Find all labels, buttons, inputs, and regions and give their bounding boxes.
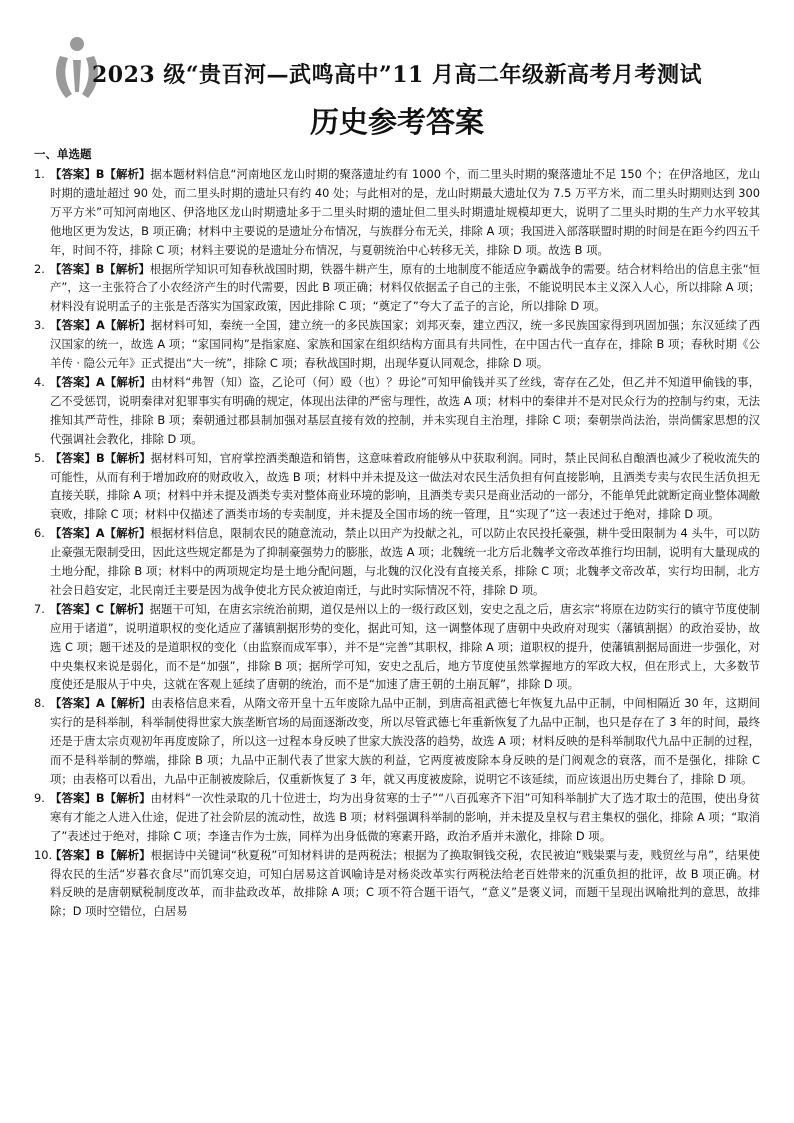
analysis-text: 据材料可知，秦统一全国，建立统一的多民族国家；刘邦灭秦，建立西汉，统一多民族国家得到巩固加强；东汉延续了西汉国家的统一，故选 A 项；“家国同构”是指家庭、家族和国家在组织结构方面具有共同性，在中国古代一直存在，排除 B 项；春秋时期《公羊传 · 隐公元年》正式提出“大一统”，排除 C 项；春秋战国时期，出现华夏认同观念，排除 D 项。 <box>50 318 760 371</box>
answer-tag: 【答案】B【解析】 <box>50 450 151 465</box>
answer-tag: 【答案】B【解析】 <box>50 167 151 181</box>
item-number: 6. <box>34 526 45 541</box>
answer-item-5 <box>34 449 760 525</box>
answer-tag: 【答案】B【解析】 <box>50 847 151 862</box>
answer-tag: 【答案】C【解析】 <box>50 601 150 616</box>
answer-item-9 <box>34 789 760 846</box>
analysis-text: 由表格信息来看，从隋文帝开皇十五年废除九品中正制，到唐高祖武德七年恢复九品中正制，中间相隔近 30 年，这期间实行的是科举制，科举制使得世家大族垄断官场的局面逐渐改变，所以尽管武德七年重新恢复了九品中正制，也只是存在了 3 年的时间，最终还是于唐太宗贞观初年再度废除了，所以这一过程本身反映了世家大族没落的趋势，故选 A 项；材料反映的是科举制取代九品中正制的过程，而不是科举制的弊端，排除 B 项；九品中正制代表了世家大族的利益，它两度被废除本身反映的是门阀观念的衰落，而不是强化，排除 C 项；由表格可以看出，九品中正制被废除后，仅重新恢复了 3 年，就又再度被废除，说明它不该延续，而应该退出历史舞台了，排除 D 项。 <box>50 696 760 786</box>
answer-item-4 <box>34 373 760 449</box>
answer-item-10 <box>34 846 760 922</box>
answer-item-1 <box>34 165 760 260</box>
analysis-text: 由材料“一次性录取的几十位进士，均为出身贫寒的士子”“八百孤寒齐下泪”可知科举制扩大了选才取士的范围，使出身贫寒有才能之人进入仕途，促进了社会阶层的流动性，故选 B 项；材料强调科举制的影响，并未提及皇权与君主集权的强化，排除 A 项；“取消了”表述过于绝对，排除 C 项；李逢吉作为士族，同样为出身低微的寒素开路，政治矛盾并未激化，排除 D 项。 <box>50 790 761 843</box>
item-number: 1. <box>34 167 45 181</box>
analysis-text: 据材料可知，官府掌控酒类酿造和销售，这意味着政府能够从中获取利润。同时，禁止民间私自酿酒也减少了税收流失的可能性，从而有利于增加政府的财政收入，故选 B 项；材料中并未提及这一做法对农民生活负担有何直接影响，且酒类专卖与农民生活负担无直接关联，排除 A 项；材料中并未提及酒类专卖对整体商业环境的影响，且酒类专卖只是商业活动的一部分，不能单凭此就断定商业整体凋敝衰败，排除 C 项；材料中仅描述了酒类市场的专卖制度，并未提及全国市场的统一管理，且“实现了”这一表述过于绝对，排除 D 项。 <box>50 450 760 522</box>
analysis-text: 根据所学知识可知春秋战国时期，铁器牛耕产生，原有的土地制度不能适应争霸战争的需要。结合材料给出的信息主张“恒产”，这一主张符合了小农经济产生的时代需要，因此 B 项正确；材料仅依据孟子自己的主张，不能说明民本主义深入人心，所以排除 A 项；材料没有说明孟子的主张是否落实为国家政策，因此排除 C 项；“奠定了”夸大了孟子的言论，所以排除 D 项。 <box>50 261 761 314</box>
analysis-text: 根据诗中关键词“秋夏税”可知材料讲的是两税法；根据为了换取铜钱交税，农民被迫“贱粜粟与麦，贱贸丝与帛”，结果使得农民的生活“岁暮衣食尽”而饥寒交迫，可知白居易这首讽喻诗是对杨炎改革实行两税法给老百姓带来的沉重负担的批评，故 B 项正确。材料反映的是唐朝赋税制度改革，而非盐政改革，故排除 A 项；C 项不符合题干语气，“意义”是褒义词，而题干呈现出讽喻批判的意思，故排除；D 项时空错位，白居易 <box>50 847 761 919</box>
item-number: 3. <box>34 318 45 333</box>
answer-list <box>34 165 760 921</box>
answer-tag: 【答案】B【解析】 <box>50 261 150 276</box>
item-number: 2. <box>34 261 45 276</box>
item-number: 4. <box>34 374 45 389</box>
document-title: 历史参考答案 <box>309 105 484 139</box>
answer-tag: 【答案】A【解析】 <box>50 374 151 389</box>
item-number: 9. <box>34 790 45 805</box>
answer-tag: 【答案】A【解析】 <box>50 318 151 333</box>
answer-item-3 <box>34 316 760 373</box>
answer-tag: 【答案】B【解析】 <box>50 790 151 805</box>
answer-item-7 <box>34 600 760 695</box>
answer-tag: 【答案】A【解析】 <box>50 696 152 711</box>
answer-item-6 <box>34 524 760 600</box>
exam-title: 2023 级“贵百河—武鸣高中”11 月高二年级新高考月考测试 <box>92 62 702 88</box>
answer-item-8 <box>34 694 760 789</box>
answer-item-2 <box>34 260 760 317</box>
section-heading: 一、单选题 <box>34 147 92 161</box>
analysis-text: 据本题材料信息“河南地区龙山时期的聚落遗址约有 1000 个，而二里头时期的聚落遗址不足 150 个；在伊洛地区，龙山时期的遗址超过 90 处，而二里头时期的遗址只有约 40 处；与此相对的是，龙山时期最大遗址仅为 7.5 万平方米，而二里头时期则达到 300 万平方米”可知河南地区、伊洛地区龙山时期遗址多于二里头时期的遗址但二里头时期遗址规模却更大，说明了二里头时期的生产力水平较其他地区更为发达，B 项正确；材料中主要说的是遗址分布情况，与族群分布无关，排除 A 项；我国进入部落联盟时期的时间是在距今约四五千年，时间不符，排除 C 项；材料主要说的是遗址分布情况，与夏朝统治中心转移无关，排除 D 项。故选 B 项。 <box>50 167 760 257</box>
item-number: 5. <box>34 450 45 465</box>
item-number: 10. <box>34 847 53 862</box>
answer-tag: 【答案】A【解析】 <box>50 526 151 541</box>
analysis-text: 据题干可知，在唐玄宗统治前期，道仅是州以上的一级行政区划，安史之乱之后，唐玄宗“将原在边防实行的镇守节度使制应用于诸道”，说明道职权的变化适应了藩镇割据形势的变化，据此可知，这一调整体现了唐朝中央政府对现实（藩镇割据）的政治妥协，故选 C 项；题干述及的是道职权的变化（由监察而成军事），并不是“完善”其职权，排除 A 项；道职权的提升，使藩镇割据局面进一步强化，对中央集权来说是弱化，而不是“加强”，排除 B 项；据所学可知，安史之乱后，地方节度使虽然掌握地方的军政大权，但在形式上，大多数节度使还是服从于中央，这就在客观上延续了唐朝的统治，而不是“加速了唐王朝的土崩瓦解”，排除 D 项。 <box>50 601 760 692</box>
item-number: 8. <box>34 696 45 711</box>
analysis-text: 由材料“弗智（知）盗，乙论可（何）殴（也）？毋论”可知甲偷钱并买了丝线，寄存在乙处，但乙并不知道甲偷钱的事，乙不受惩罚，说明秦律对犯罪事实有明确的规定，体现出法律的严密与理性，故选 A 项；材料中的秦律并不是对民众行为的控制与约束，无法推知其严苛性，排除 B 项；秦朝通过郡县制加强对基层直接有效的控制，并未实现自主治理，排除 C 项；秦朝崇尚法治，崇尚儒家思想的汉代强调社会教化，排除 D 项。 <box>50 374 760 446</box>
analysis-text: 根据材料信息，限制农民的随意流动，禁止以田产为投献之礼，可以防止农民投托豪强，耕牛受田限制为 4 头牛，可以防止豪强无限制受田，因此这些规定都是为了抑制豪强势力的膨胀，故选 A 项；北魏统一北方后北魏孝文帝改革推行均田制，说明有大量现成的土地分配，排除 B 项；材料中的两项规定均是土地分配问题，与北魏的汉化没有直接关系，排除 C 项；北魏孝文帝改革，实行均田制，北方社会日趋安定，北民南迁主要是因为战争使北方民众被迫南迁，与此时实际情况不符，排除 D 项。 <box>50 526 760 597</box>
item-number: 7. <box>34 601 45 616</box>
